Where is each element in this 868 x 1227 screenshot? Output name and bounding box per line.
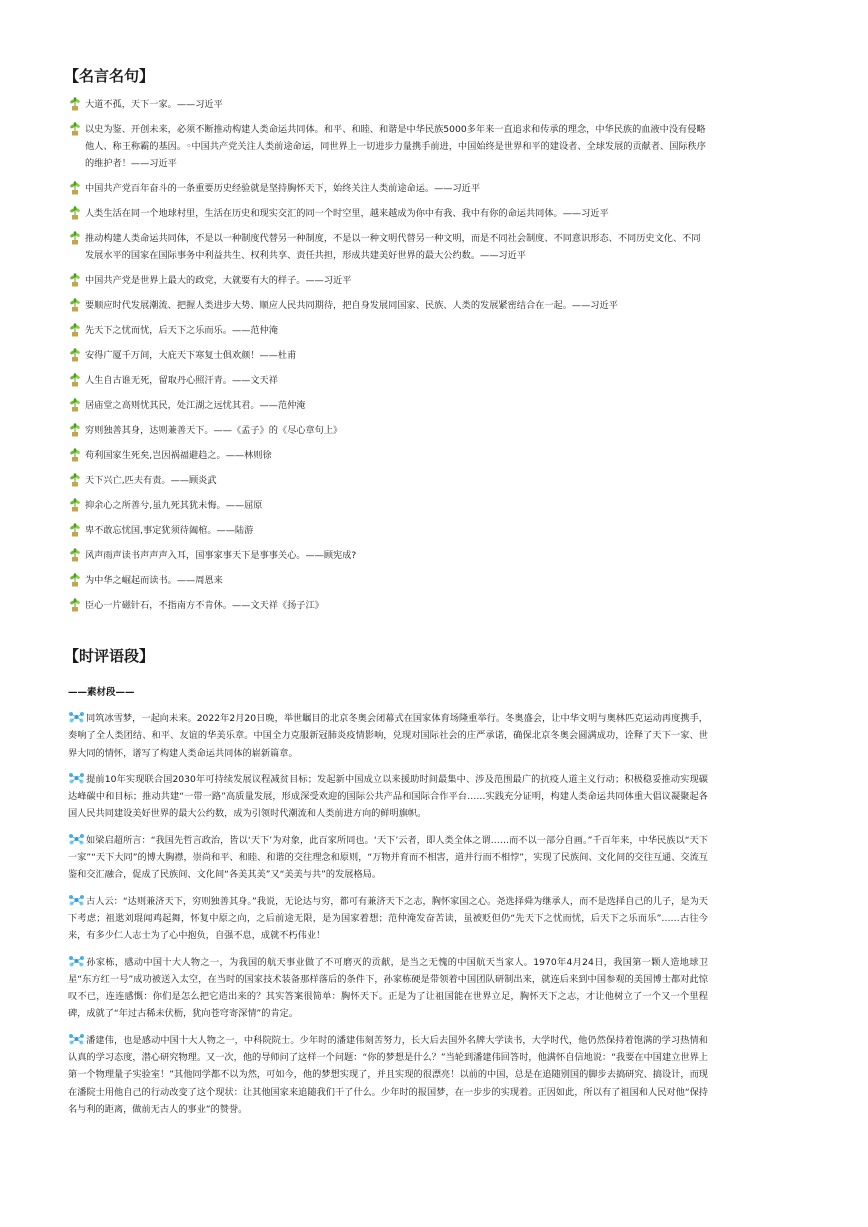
paragraph-text: 同筑冰雪梦，一起向未来。2022年2月20日晚，举世瞩目的北京冬奥会闭幕式在国家体育场隆重举行。冬奥盛会，让中华文明与奥林匹克运动再度携手，奏响了全人类团结、和平、友谊的华美乐章。中国全力克服新冠肺炎疫情影响，兑现对国际社会的庄严承诺，确保北京冬奥会圆满成功，诠释了天下一家、世界大同的情怀，谱写了构建人类命运共同体的崭新篇章。 [68, 713, 708, 759]
material-subtitle: ——素材段—— [68, 687, 135, 698]
quote-text: 中国共产党百年奋斗的一条重要历史经验就是坚持胸怀天下，始终关注人类前途命运。——习近平 [85, 183, 481, 194]
atom-icon [68, 772, 85, 784]
section-title-commentary: 【时评语段】 [64, 647, 155, 665]
quote-text: 苟利国家生死矣,岂因祸福避趋之。——林则徐 [85, 450, 272, 461]
plant-icon [68, 398, 82, 412]
plant-icon [68, 373, 82, 387]
material-paragraph [68, 771, 708, 823]
quote-item [68, 347, 708, 364]
plant-icon [68, 598, 82, 612]
quote-list [68, 96, 708, 614]
quote-text: 风声雨声读书声声声入耳，国事家事天下是事事关心。——顾宪成? [85, 550, 357, 561]
plant-icon [68, 548, 82, 562]
plant-icon [68, 423, 82, 437]
document-page [64, 64, 708, 1127]
plant-icon [68, 448, 82, 462]
quote-text: 天下兴亡,匹夫有责。——顾炎武 [85, 475, 217, 486]
atom-icon [68, 955, 85, 967]
atom-icon [68, 833, 85, 845]
quote-text: 要顺应时代发展潮流、把握人类进步大势、顺应人民共同期待，把自身发展同国家、民族、人类的发展紧密结合在一起。——习近平 [85, 300, 618, 311]
quote-item [68, 447, 708, 464]
atom-icon [68, 711, 85, 723]
quote-item [68, 96, 708, 113]
quote-item [68, 322, 708, 339]
quote-text: 卑不敢忘忧国,事定犹须待阖棺。——陆游 [85, 525, 254, 536]
quote-item [68, 230, 708, 264]
plant-icon [68, 273, 82, 287]
plant-icon [68, 181, 82, 195]
quote-item [68, 422, 708, 439]
plant-icon [68, 97, 82, 111]
quote-item [68, 572, 708, 589]
quote-item [68, 272, 708, 289]
plant-icon [68, 323, 82, 337]
quote-item [68, 121, 708, 172]
paragraph-text: 孙家栋，感动中国十大人物之一，为我国的航天事业做了不可磨灭的贡献，是当之无愧的中国航天当家人。1970年4月24日，我国第一颗人造地球卫星“东方红一号”成功被送入太空，在当时的国家技术装备那样落后的条件下，孙家栋硬是带领着中国团队研制出来，就连后来到中国参观的美国博士都对此惊叹不已，连连感慨：你们是怎么把它造出来的？其实答案很简单：胸怀天下。正是为了让祖国能在世界立足，胸怀天下之志，才让他树立了一个又一个里程碑，成就了“年过古稀未伏枥，犹向苍穹寄深情”的肯定。 [68, 956, 708, 1020]
plant-icon [68, 298, 82, 312]
quote-item [68, 472, 708, 489]
plant-icon [68, 206, 82, 220]
quote-text: 中国共产党是世界上最大的政党，大就要有大的样子。——习近平 [85, 275, 352, 286]
quote-text: 人生自古谁无死，留取丹心照汗青。——文天祥 [85, 375, 278, 386]
quote-item [68, 522, 708, 539]
quote-text: 人类生活在同一个地球村里，生活在历史和现实交汇的同一个时空里，越来越成为你中有我、我中有你的命运共同体。——习近平 [85, 208, 609, 219]
paragraph-text: 提前10年实现联合国2030年可持续发展议程减贫目标；发起新中国成立以来援助时间最集中、涉及范围最广的抗疫人道主义行动；积极稳妥推动实现碳达峰碳中和目标；推动共建“一带一路”高质量发展，形成深受欢迎的国际公共产品和国际合作平台……实践充分证明，构建人类命运共同体重大倡议凝聚起各国人民共同建设美好世界的最大公约数，成为引领时代潮流和人类前进方向的鲜明旗帜。 [68, 773, 708, 820]
material-paragraph [68, 954, 708, 1023]
quote-text: 推动构建人类命运共同体，不是以一种制度代替另一种制度，不是以一种文明代替另一种文明，而是不同社会制度、不同意识形态、不同历史文化、不同发展水平的国家在国际事务中利益共生、权利共享、责任共担，形成共建美好世界的最大公约数。——习近平 [85, 233, 701, 261]
quote-item [68, 597, 708, 614]
material-paragraph [68, 893, 708, 945]
paragraph-list [68, 710, 708, 1118]
paragraph-text: 古人云：“达则兼济天下，穷则独善其身。”我说，无论达与穷，都可有兼济天下之志，胸怀家国之心。尧选择舜为继承人，而不是选择自己的儿子，是为天下考虑；祖逖刘琨闻鸡起舞，怀复中原之向，之后前途无限，是为国家着想；范仲淹发奋苦读，虽被贬但仍“先天下之忧而忧，后天下之乐而乐”……古往今来，有多少仁人志士为了心中抱负，自强不息，成就不朽伟业！ [68, 895, 708, 942]
quote-item [68, 297, 708, 314]
paragraph-text: 如梁启超所言：“我国先哲言政治，皆以‘天下’为对象，此百家所同也。‘天下’云者，即人类全体之谓……而不以一部分自画。”千百年来，中华民族以“天下一家”“天下大同”的博大胸襟，崇尚和平、和睦、和谐的交往理念和原则，“万物并育而不相害，道并行而不相悖”，实现了民族间、文化间的交往互通、交流互鉴和交汇融合，促成了民族间、文化间“各美其美”又“美美与共”的发展格局。 [68, 834, 708, 881]
quote-text: 臣心一片磁针石，不指南方不肯休。——文天祥《扬子江》 [85, 600, 324, 611]
plant-icon [68, 498, 82, 512]
material-paragraph [68, 710, 708, 762]
atom-icon [68, 894, 85, 906]
plant-icon [68, 473, 82, 487]
quote-item [68, 397, 708, 414]
plant-icon [68, 122, 82, 136]
material-paragraph [68, 1032, 708, 1118]
quote-text: 安得广厦千万间，大庇天下寒复士俱欢颜！——杜甫 [85, 350, 297, 361]
quote-text: 大道不孤，天下一家。——习近平 [85, 99, 223, 110]
quote-text: 穷则独善其身，达则兼善天下。——《孟子》的《尽心章句上》 [85, 425, 343, 436]
quote-text: 为中华之崛起而读书。——周恩来 [85, 575, 223, 586]
plant-icon [68, 573, 82, 587]
quote-text: 以史为鉴、开创未来，必须不断推动构建人类命运共同体。和平、和睦、和谐是中华民族5000多年来一直追求和传承的理念，中华民族的血液中没有侵略他人、称王称霸的基因。◦中国共产党关注人类前途命运，同世界上一切进步力量携手前进，中国始终是世界和平的建设者、全球发展的贡献者、国际秩序的维护者！——习近平 [85, 124, 706, 169]
quote-item [68, 497, 708, 514]
quote-item [68, 205, 708, 222]
quote-item [68, 372, 708, 389]
plant-icon [68, 523, 82, 537]
paragraph-text: 潘建伟，也是感动中国十大人物之一，中科院院士。少年时的潘建伟刻苦努力，长大后去国外名牌大学读书，大学时代，他仍然保持着饱满的学习热情和认真的学习态度，潜心研究物理。又一次，他的导师问了这样一个问题：“你的梦想是什么？”当轮到潘建伟回答时，他满怀自信地说：“我要在中国建立世界上第一个物理量子实验室！”其他同学都不以为然，可如今，他的梦想实现了，并且实现的很漂亮！以前的中国，总是在追随别国的脚步去搞研究、搞设计，而现在潘院士用他自己的行动改变了这个现状：让其他国家来追随我们干了什么。少年时的报国梦，在一步步的实现着。正因如此，所以有了祖国和人民对他“保持名与利的距离，做前无古人的事业”的赞誉。 [68, 1034, 708, 1115]
plant-icon [68, 231, 82, 245]
quote-text: 先天下之忧而忧，后天下之乐而乐。——范仲淹 [85, 325, 278, 336]
atom-icon [68, 1033, 85, 1045]
section-title-quotes: 【名言名句】 [64, 67, 155, 85]
quote-item [68, 547, 708, 564]
plant-icon [68, 348, 82, 362]
quote-item [68, 180, 708, 197]
quote-text: 居庙堂之高则忧其民，处江湖之远忧其君。——范仲淹 [85, 400, 306, 411]
quote-text: 抑余心之所善兮,虽九死其犹未悔。——屈原 [85, 500, 263, 511]
material-paragraph [68, 832, 708, 884]
